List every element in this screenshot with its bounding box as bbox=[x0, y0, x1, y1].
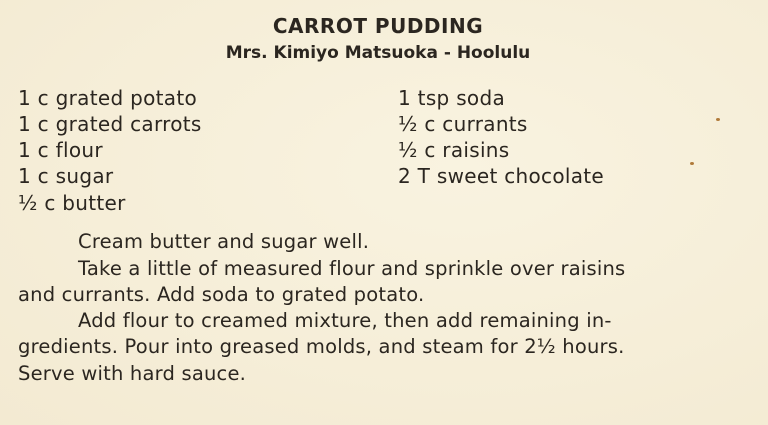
recipe-author: Mrs. Kimiyo Matsuoka - Hoolulu bbox=[225, 43, 531, 63]
instruction-line: Serve with hard sauce. bbox=[18, 362, 247, 385]
instruction-line: and currants. Add soda to grated potato. bbox=[18, 283, 425, 306]
ingredient: 1 c grated potato bbox=[18, 86, 198, 110]
instruction-line: Take a little of measured flour and sprinkle over raisins bbox=[78, 257, 626, 280]
instruction-line: Cream butter and sugar well. bbox=[78, 230, 370, 253]
instruction-line: gredients. Pour into greased molds, and steam for 2½ hours. bbox=[18, 335, 625, 358]
paper-stain bbox=[690, 162, 694, 165]
ingredient: 1 c flour bbox=[18, 138, 103, 162]
ingredient: 2 T sweet chocolate bbox=[398, 164, 605, 188]
ingredient: 1 c grated carrots bbox=[18, 112, 202, 136]
instruction-line: Add flour to creamed mixture, then add remaining in- bbox=[78, 309, 612, 332]
ingredient: ½ c raisins bbox=[398, 138, 510, 162]
ingredient: ½ c currants bbox=[398, 112, 528, 136]
ingredient: 1 tsp soda bbox=[398, 86, 506, 110]
paper-stain bbox=[716, 118, 720, 121]
ingredient: 1 c sugar bbox=[18, 164, 114, 188]
recipe-title: CARROT PUDDING bbox=[272, 14, 484, 38]
ingredient: ½ c butter bbox=[18, 191, 126, 215]
